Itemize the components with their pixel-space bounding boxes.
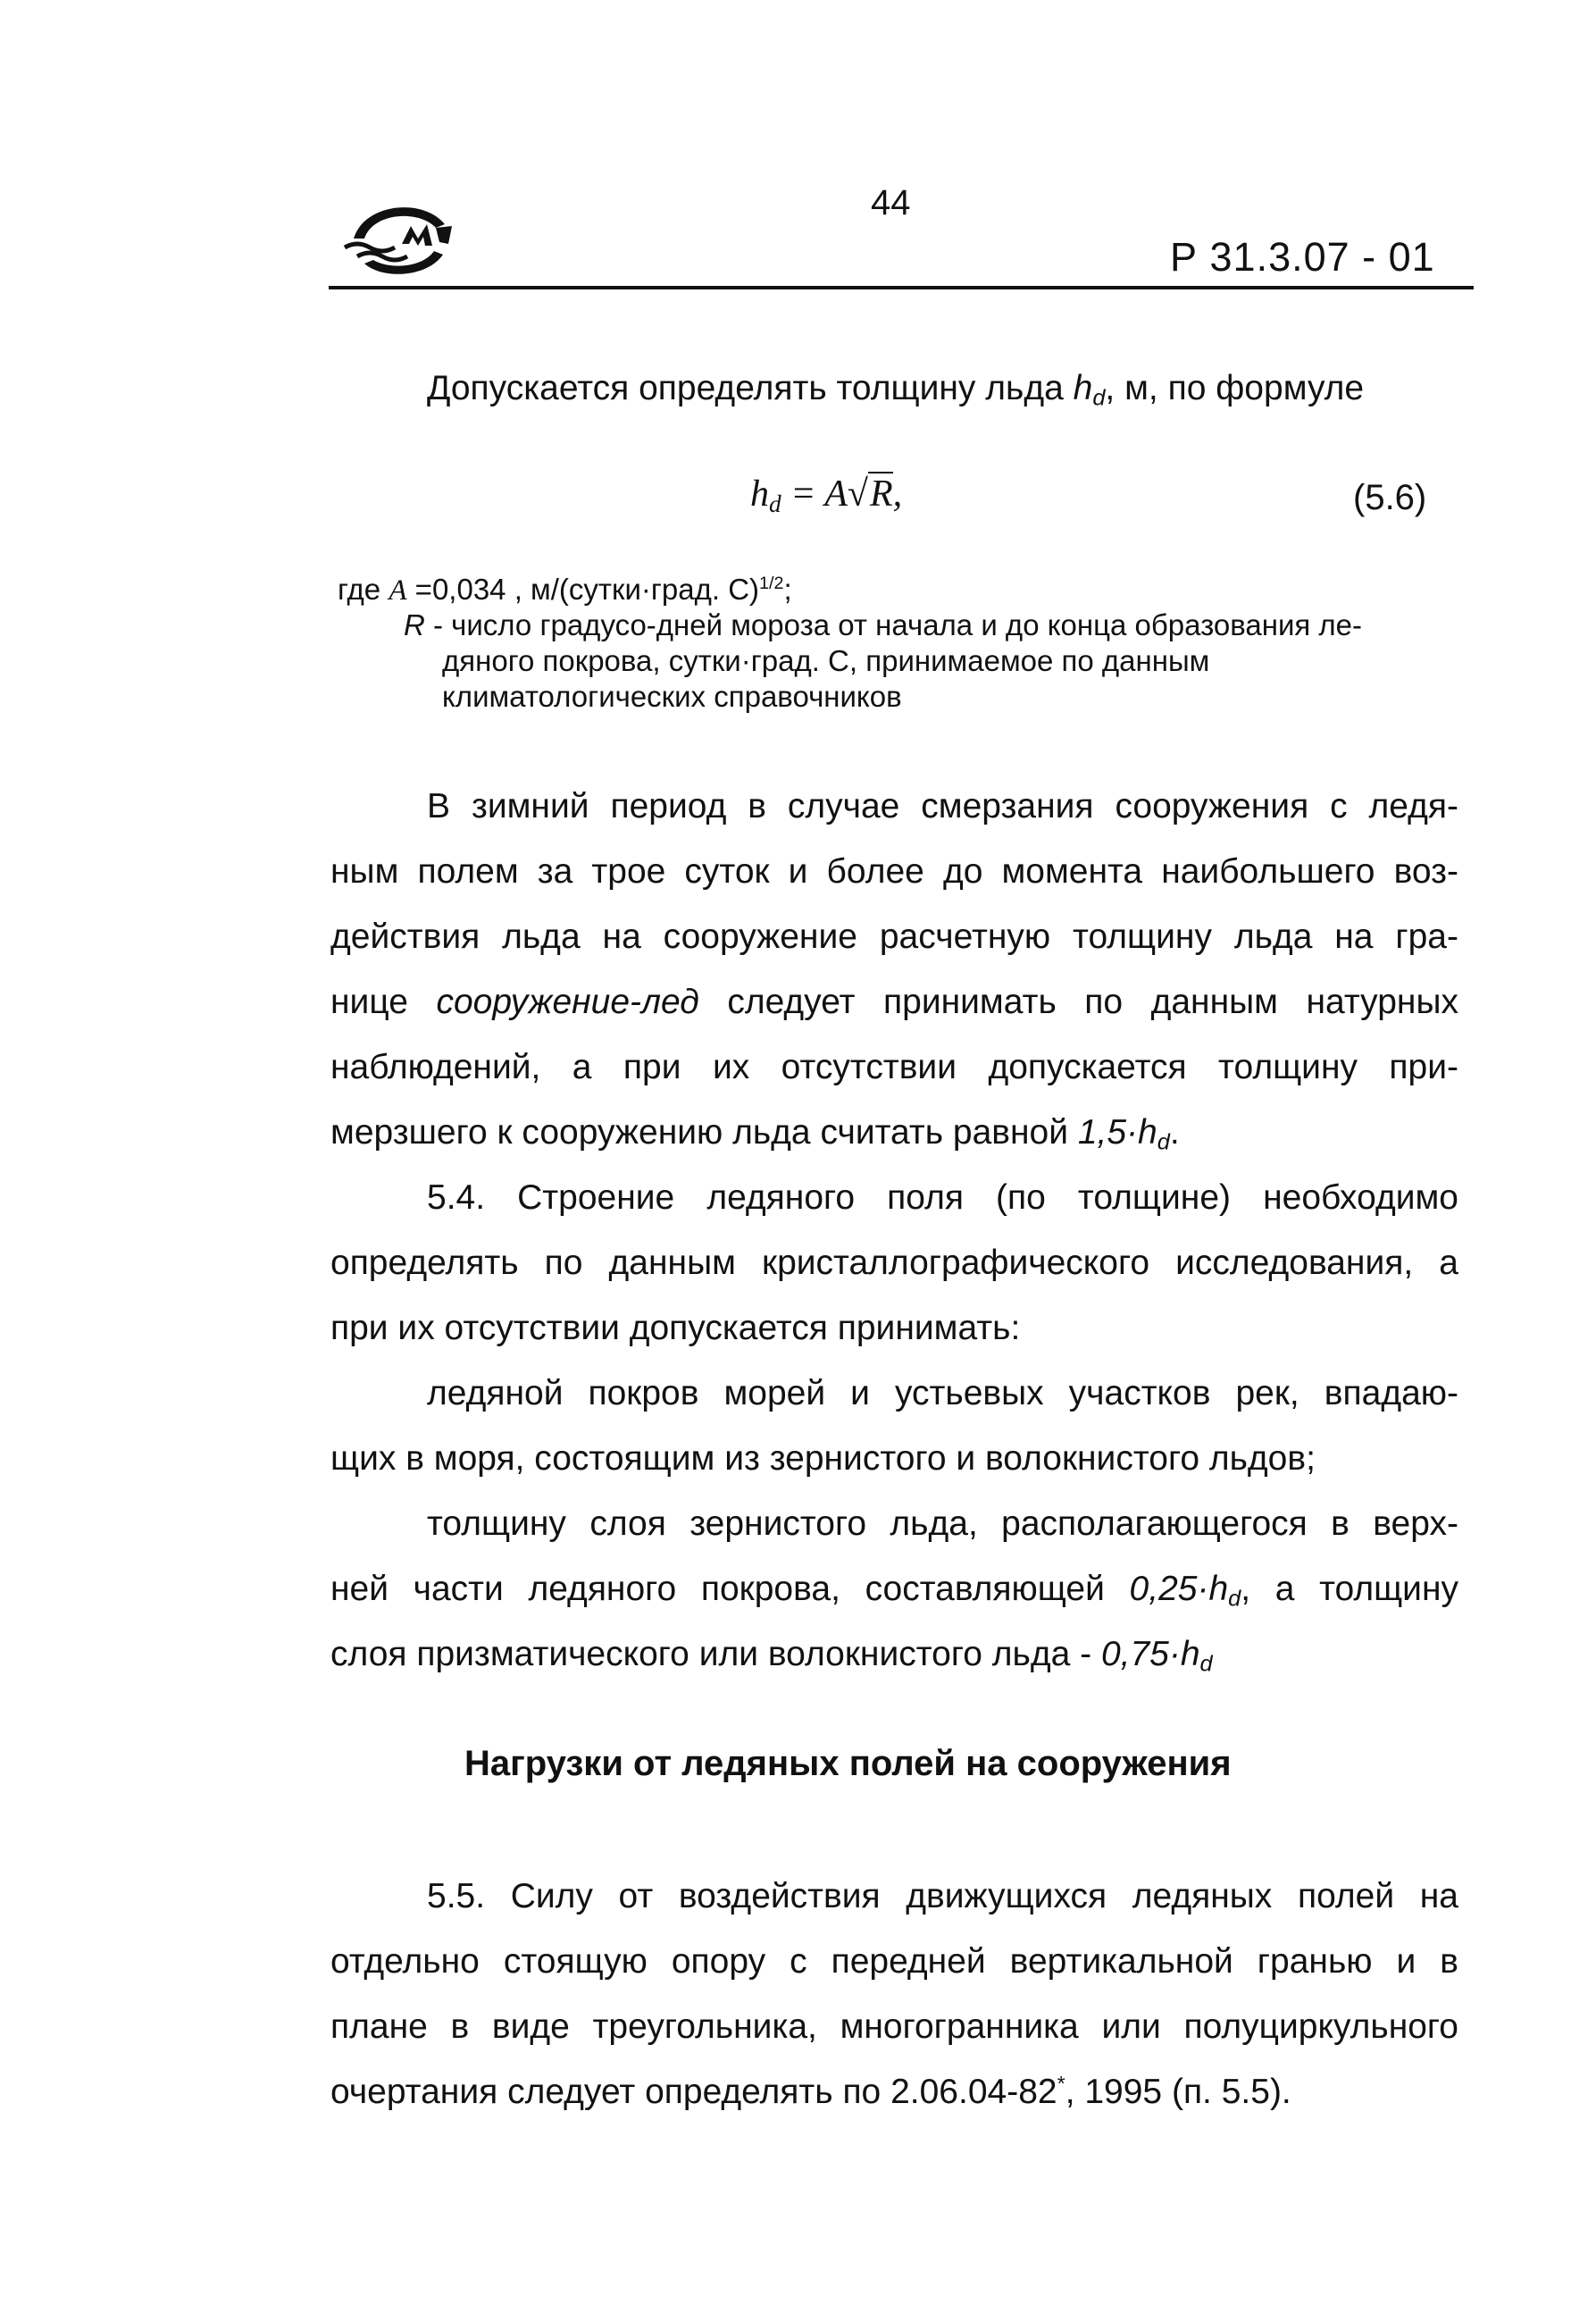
para1-line-5: наблюдений, а при их отсутствии допускается толщину при- xyxy=(330,1048,1458,1086)
document-code: Р 31.3.07 - 01 xyxy=(1170,234,1435,280)
page-number: 44 xyxy=(871,183,911,222)
para2-line-2: определять по данным кристаллографического исследования, а xyxy=(330,1244,1458,1282)
where-line-2: R - число градусо-дней мороза от начала и до конца образования ле- xyxy=(404,608,1363,641)
para5-line-2: отдельно стоящую опору с передней вертикальной гранью и в xyxy=(330,1942,1458,1981)
para1-line-3: действия льда на сооружение расчетную толщину льда на гра- xyxy=(330,918,1458,956)
para1-line-1: В зимний период в случае смерзания сооружения с ледя- xyxy=(427,787,1458,825)
para2-line-1: 5.4. Строение ледяного поля (по толщине) необходимо xyxy=(427,1178,1458,1217)
organization-logo-icon xyxy=(338,192,472,281)
intro-line: Допускается определять толщину льда $h_d$, м, по формуле xyxy=(427,369,1365,411)
para4-line-1: толщину слоя зернистого льда, располагающегося в верх- xyxy=(427,1504,1458,1543)
equation-number: (5.6) xyxy=(1353,478,1427,517)
para5-line-4: очертания следует определять по 2.06.04-82*, 1995 (п. 5.5). xyxy=(330,2071,1291,2111)
para4-line-3: слоя призматического или волокнистого льда - $0,75\cdot h_d$ xyxy=(330,1635,1213,1677)
para4-line-2: ней части ледяного покрова, составляющей $0,25\cdot h_d$, а толщину xyxy=(330,1570,1458,1612)
para1-line-4: нице сооружение-лед следует принимать по данным натурных xyxy=(330,983,1458,1021)
para5-line-3: плане в виде треугольника, многогранника или полуциркульного xyxy=(330,2007,1458,2046)
para5-line-1: 5.5. Силу от воздействия движущихся ледяных полей на xyxy=(427,1877,1458,1915)
where-line-4: климатологических справочников xyxy=(442,680,902,713)
para2-line-3: при их отсутствии допускается принимать: xyxy=(330,1309,1021,1347)
header-rule xyxy=(329,286,1474,289)
para1-line-2: ным полем за трое суток и более до момента наибольшего воз- xyxy=(330,852,1458,891)
para1-line-6: мерзшего к сооружению льда считать равной $1,5\cdot h_d$. xyxy=(330,1113,1180,1155)
section-heading: Нагрузки от ледяных полей на сооружения xyxy=(464,1744,1232,1783)
para3-line-2: щих в моря, состоящим из зернистого и волокнистого льдов; xyxy=(330,1439,1316,1478)
para3-line-1: ледяной покров морей и устьевых участков рек, впадаю- xyxy=(427,1374,1458,1412)
where-line-3: дяного покрова, сутки·град. С, принимаемое по данным xyxy=(442,644,1210,677)
where-line-1: где A =0,034 , м/(сутки·град. С)$^{1/2}$; xyxy=(338,573,792,607)
formula-5-6: $h_d = A√R$, xyxy=(750,473,903,517)
